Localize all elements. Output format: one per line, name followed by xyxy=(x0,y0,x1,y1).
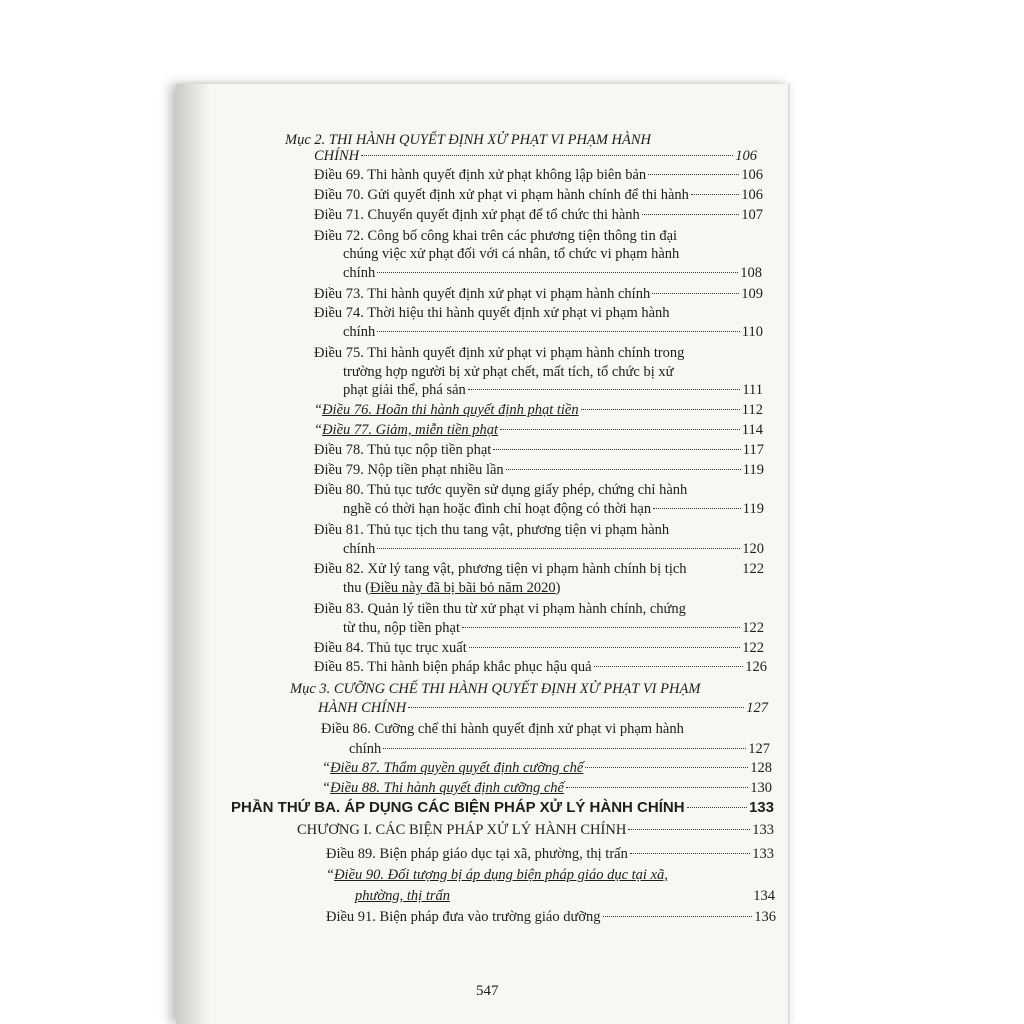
section-heading-muc3: Mục 3. CƯỠNG CHẾ THI HÀNH QUYẾT ĐỊNH XỬ PHẠT VI PHẠM xyxy=(290,681,701,697)
page-ref: 126 xyxy=(745,659,767,675)
entry-text: Điều 82. Xử lý tang vật, phương tiện vi phạm hành chính bị tịch xyxy=(314,561,687,577)
dot-leader xyxy=(506,469,741,470)
toc-entry-dieu-91 xyxy=(326,908,776,926)
entry-text: Điều 83. Quản lý tiền thu từ xử phạt vi phạm hành chính, chứng xyxy=(314,601,686,617)
paren-close: ) xyxy=(555,580,561,596)
quote-mark: “ xyxy=(322,780,331,796)
toc-entry-dieu-90 xyxy=(355,887,775,905)
toc-entry-muc3 xyxy=(318,699,768,717)
entry-text: Điều 70. Gửi quyết định xử phạt vi phạm hành chính để thi hành xyxy=(314,187,689,203)
dot-leader xyxy=(377,331,740,332)
underlined-title: phường, thị trấn xyxy=(355,888,451,904)
toc-entry-dieu-70 xyxy=(314,186,763,204)
entry-text: Điều 89. Biện pháp giáo dục tại xã, phường, thị trấn xyxy=(326,846,628,862)
page-ref: 110 xyxy=(741,324,763,340)
toc-entry-dieu-76 xyxy=(314,401,763,419)
page-ref: 133 xyxy=(752,822,774,838)
page-ref: 119 xyxy=(742,501,764,517)
toc-entry-dieu-75 xyxy=(343,381,763,399)
toc-entry-dieu-71 xyxy=(314,206,763,224)
entry-text: chính xyxy=(349,741,382,757)
dot-leader xyxy=(581,409,740,410)
part-heading: PHẦN THỨ BA. ÁP DỤNG CÁC BIỆN PHÁP XỬ LÝ HÀNH CHÍNH xyxy=(231,799,685,816)
entry-text: Điều 85. Thi hành biện pháp khắc phục hậu quả xyxy=(314,659,592,675)
dot-leader xyxy=(594,666,744,667)
page-ref: 134 xyxy=(753,888,775,904)
entry-text: chính xyxy=(343,324,376,340)
toc-entry-dieu-82 xyxy=(314,560,764,578)
toc-entry-chuong-1 xyxy=(297,821,774,839)
toc-entry-dieu-85 xyxy=(314,658,767,676)
dot-leader xyxy=(628,829,750,830)
entry-text xyxy=(343,579,560,597)
entry-text: Điều 75. Thi hành quyết định xử phạt vi phạm hành chính trong xyxy=(314,345,685,361)
toc-entry-muc2 xyxy=(314,147,757,165)
quote-mark: “ xyxy=(326,867,335,883)
underlined-title: Điều 77. Giảm, miễn tiền phạt xyxy=(322,422,499,438)
dot-leader xyxy=(383,748,746,749)
dot-leader xyxy=(652,293,739,294)
page-ref: 112 xyxy=(741,402,763,418)
quote-mark: “ xyxy=(314,402,323,418)
dot-leader xyxy=(648,174,739,175)
underlined-title: Điều 88. Thi hành quyết định cưỡng chế xyxy=(330,780,564,796)
page-ref: 127 xyxy=(746,700,768,716)
entry-text: chính xyxy=(343,541,376,557)
page-ref: 122 xyxy=(742,640,764,656)
page-ref: 130 xyxy=(750,780,772,796)
dot-leader xyxy=(585,767,748,768)
page-ref: 119 xyxy=(742,462,764,478)
entry-text: HÀNH CHÍNH xyxy=(318,700,407,716)
entry-text: Điều 84. Thủ tục trục xuất xyxy=(314,640,467,656)
toc-entry-dieu-80 xyxy=(343,500,764,518)
entry-text: từ thu, nộp tiền phạt xyxy=(343,620,460,636)
entry-text xyxy=(326,866,668,884)
page-ref: 122 xyxy=(742,561,764,577)
page-ref: 120 xyxy=(742,541,764,557)
dot-leader xyxy=(469,647,740,648)
page-ref: 106 xyxy=(741,187,763,203)
entry-text: CHÍNH xyxy=(314,148,360,164)
entry-text: Điều 86. Cưỡng chế thi hành quyết định xử phạt vi phạm hành xyxy=(321,721,684,737)
page-ref: 108 xyxy=(740,265,762,281)
entry-text: Điều 79. Nộp tiền phạt nhiều lần xyxy=(314,462,504,478)
dot-leader xyxy=(408,707,744,708)
entry-text: trường hợp người bị xử phạt chết, mất tích, tổ chức bị xử xyxy=(343,364,674,380)
page-ref: 127 xyxy=(748,741,770,757)
entry-text: nghề có thời hạn hoặc đình chỉ hoạt động có thời hạn xyxy=(343,501,652,517)
page-number: 547 xyxy=(476,983,499,999)
underlined-title: Điều 76. Hoãn thi hành quyết định phạt tiền xyxy=(322,402,579,418)
entry-text: Điều 81. Thủ tục tịch thu tang vật, phương tiện vi phạm hành xyxy=(314,522,670,538)
paren-open: thu ( xyxy=(343,580,370,596)
chapter-heading: CHƯƠNG I. CÁC BIỆN PHÁP XỬ LÝ HÀNH CHÍNH xyxy=(297,822,627,838)
toc-entry-dieu-74 xyxy=(343,323,763,341)
page-ref: 122 xyxy=(742,620,764,636)
toc-entry-dieu-81 xyxy=(343,540,764,558)
entry-text xyxy=(314,421,498,439)
entry-text: phạt giải thể, phá sản xyxy=(343,382,466,398)
toc-entry-dieu-78 xyxy=(314,441,764,459)
toc-entry-dieu-77 xyxy=(314,421,763,439)
entry-text: Điều 78. Thủ tục nộp tiền phạt xyxy=(314,442,492,458)
toc-entry-dieu-73 xyxy=(314,285,763,303)
underlined-title: Điều 87. Thẩm quyền quyết định cưỡng chế xyxy=(330,760,584,776)
page-ref: 106 xyxy=(735,148,757,164)
toc-entry-dieu-87 xyxy=(322,759,772,777)
toc-entry-phan-thu-ba xyxy=(231,799,774,817)
page-ref: 114 xyxy=(741,422,763,438)
quote-mark: “ xyxy=(322,760,331,776)
toc-entry-dieu-69 xyxy=(314,166,763,184)
page-ref: 128 xyxy=(750,760,772,776)
page-ref: 109 xyxy=(741,286,763,302)
dot-leader xyxy=(377,272,738,273)
dot-leader xyxy=(500,429,740,430)
entry-text: Điều 73. Thi hành quyết định xử phạt vi phạm hành chính xyxy=(314,286,651,302)
entry-text: Điều 74. Thời hiệu thi hành quyết định xử phạt vi phạm hành xyxy=(314,305,670,321)
dot-leader xyxy=(603,916,753,917)
entry-text: chúng việc xử phạt đối với cá nhân, tổ chức vi phạm hành xyxy=(343,246,680,262)
toc-entry-dieu-84 xyxy=(314,639,764,657)
toc-entry-dieu-89 xyxy=(326,845,774,863)
page-ref: 106 xyxy=(741,167,763,183)
dot-leader xyxy=(653,508,741,509)
entry-text xyxy=(322,779,564,797)
dot-leader xyxy=(377,548,740,549)
entry-text: Điều 72. Công bố công khai trên các phương tiện thông tin đại xyxy=(314,228,678,244)
underlined-title: Điều 90. Đối tượng bị áp dụng biện pháp giáo dục tại xã, xyxy=(334,867,668,883)
entry-text: Điều 80. Thủ tục tước quyền sử dụng giấy phép, chứng chỉ hành xyxy=(314,482,688,498)
page-ref: 117 xyxy=(742,442,764,458)
toc-entry-dieu-88 xyxy=(322,779,772,797)
dot-leader xyxy=(493,449,740,450)
dot-leader xyxy=(687,807,747,808)
dot-leader xyxy=(468,389,741,390)
repealed-note: Điều này đã bị bãi bỏ năm 2020 xyxy=(369,580,556,596)
dot-leader xyxy=(630,853,750,854)
page-ref: 133 xyxy=(748,799,774,816)
entry-text: chính xyxy=(343,265,376,281)
page-edge xyxy=(788,84,792,1024)
toc-entry-dieu-79 xyxy=(314,461,764,479)
quote-mark: “ xyxy=(314,422,323,438)
entry-text: Điều 69. Thi hành quyết định xử phạt không lập biên bản xyxy=(314,167,647,183)
toc-entry-dieu-72 xyxy=(343,264,762,282)
entry-text: Điều 71. Chuyển quyết định xử phạt để tổ chức thi hành xyxy=(314,207,640,223)
entry-text xyxy=(322,759,583,777)
dot-leader xyxy=(642,214,739,215)
entry-text: Điều 91. Biện pháp đưa vào trường giáo dưỡng xyxy=(326,909,601,925)
toc-entry-dieu-83 xyxy=(343,619,764,637)
dot-leader xyxy=(462,627,740,628)
dot-leader xyxy=(361,155,733,156)
section-heading-line: Mục 2. THI HÀNH QUYẾT ĐỊNH XỬ PHẠT VI PHẠM HÀNH xyxy=(285,132,652,148)
dot-leader xyxy=(691,194,739,195)
toc-entry-dieu-86 xyxy=(349,740,770,758)
page-ref: 136 xyxy=(754,909,776,925)
page-ref: 111 xyxy=(742,382,763,398)
dot-leader xyxy=(566,787,748,788)
entry-text xyxy=(314,401,579,419)
page-ref: 107 xyxy=(741,207,763,223)
page-ref: 133 xyxy=(752,846,774,862)
